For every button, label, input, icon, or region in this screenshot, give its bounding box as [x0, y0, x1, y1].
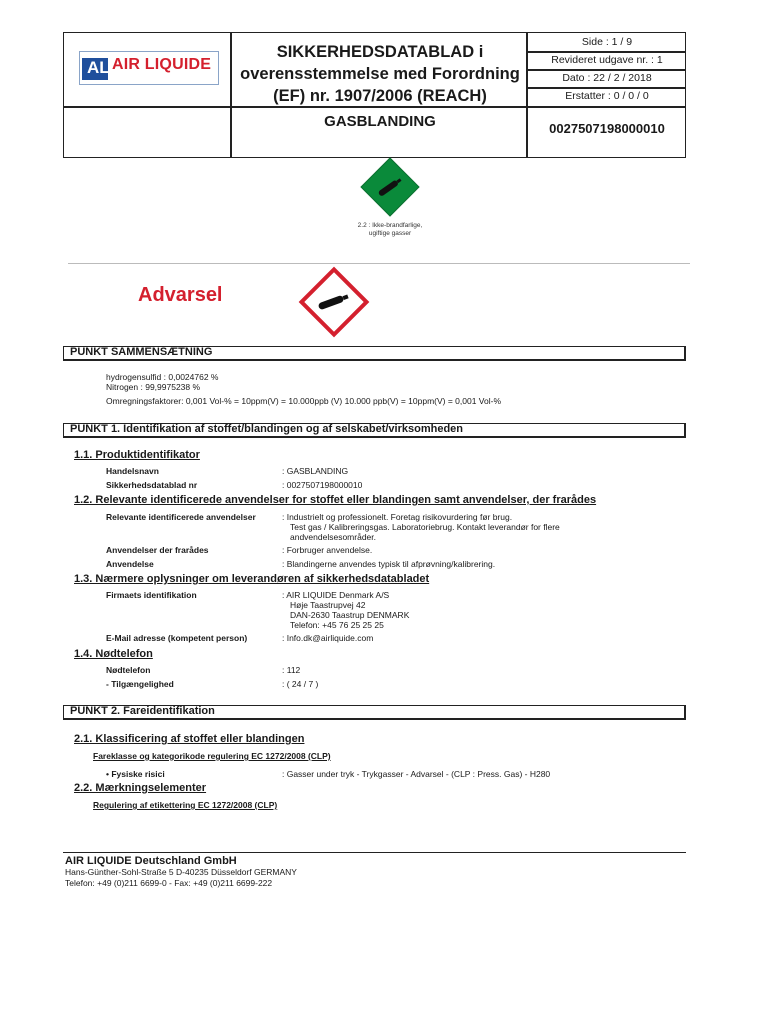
subheading-1-1: 1.1. Produktidentifikator	[74, 449, 200, 461]
field-value: : Blandingerne anvendes typisk til afprøvning/kalibrering.	[282, 559, 496, 569]
field-value: Test gas / Kalibreringsgas. Laboratoriebrug. Kontakt leverandør for flere	[290, 522, 560, 532]
field-value: : Industrielt og professionelt. Foretag risikovurdering før brug.	[282, 512, 513, 522]
company-logo	[79, 51, 219, 85]
field-value: : Gasser under tryk - Trykgasser - Advarsel - (CLP : Press. Gas) - H280	[282, 769, 551, 779]
field-label: E-Mail adresse (kompetent person)	[106, 633, 248, 643]
field-label: Nødtelefon	[106, 665, 151, 675]
component-line: Nitrogen : 99,9975238 %	[106, 382, 201, 392]
field-label: Anvendelse	[106, 559, 154, 569]
field-label: Firmaets identifikation	[106, 590, 197, 600]
field-value: Høje Taastrupvej 42	[290, 600, 366, 610]
field-value: : GASBLANDING	[282, 466, 349, 476]
document-date: Dato : 22 / 2 / 2018	[562, 72, 652, 84]
field-value: : 0027507198000010	[282, 480, 363, 490]
field-label: Anvendelser der frarådes	[106, 545, 209, 555]
field-label: Handelsnavn	[106, 466, 159, 476]
replaces-date: Erstatter : 0 / 0 / 0	[565, 90, 649, 102]
field-value: Telefon: +45 76 25 25 25	[290, 620, 384, 630]
subheading-1-4: 1.4. Nødtelefon	[74, 648, 153, 660]
field-value: : 112	[282, 665, 301, 675]
field-label: Sikkerhedsdatablad nr	[106, 480, 198, 490]
header-divider	[230, 33, 232, 157]
conversion-factors: Omregningsfaktorer: 0,001 Vol-% = 10ppm(V) = 10.000ppb (V) 10.000 ppb(V) = 10ppm(V) = 0,001 Vol-%	[106, 396, 502, 406]
signal-word: Advarsel	[138, 284, 223, 306]
footer-address: Hans-Günther-Sohl-Straße 5 D-40235 Düsseldorf GERMANY	[65, 867, 297, 877]
field-value: : Forbruger anvendelse.	[282, 545, 373, 555]
separator	[68, 263, 690, 264]
field-value: DAN-2630 Taastrup DENMARK	[290, 610, 410, 620]
logo-text: AIR LIQUIDE	[112, 56, 212, 73]
regulation-title: Regulering af etikettering EC 1272/2008 (CLP)	[93, 800, 278, 810]
footer-company: AIR LIQUIDE Deutschland GmbH	[65, 855, 237, 867]
gas-cylinder-icon	[304, 282, 364, 322]
product-code: 0027507198000010	[549, 121, 665, 136]
document-title: SIKKERHEDSDATABLAD i overensstemmelse med Forordning (EF) nr. 1907/2006 (REACH)	[240, 43, 520, 105]
product-name: GASBLANDING	[324, 113, 436, 130]
email-value: : Info.dk@airliquide.com	[282, 633, 374, 643]
subheading-1-2: 1.2. Relevante identificerede anvendelser for stoffet eller blandingen samt anvendelser, der frarådes	[74, 494, 597, 506]
field-value: : ( 24 / 7 )	[282, 679, 319, 689]
subheading-2-2: 2.2. Mærkningselementer	[74, 782, 207, 794]
footer-separator	[63, 852, 686, 853]
section-heading-2: PUNKT 2. Fareidentifikation	[63, 705, 686, 720]
field-label: - Tilgængelighed	[106, 679, 174, 689]
gas-cylinder-icon	[370, 167, 410, 207]
page-number: Side : 1 / 9	[581, 36, 633, 48]
header-divider	[526, 69, 685, 71]
header-divider	[526, 51, 685, 53]
header-box	[63, 32, 686, 158]
section-heading-1: PUNKT 1. Identifikation af stoffet/blandingen og af selskabet/virksomheden	[63, 423, 686, 438]
subheading-2-1: 2.1. Klassificering af stoffet eller blandingen	[74, 733, 305, 745]
revision-number: Revideret udgave nr. : 1	[551, 54, 663, 66]
section-heading-composition: PUNKT SAMMENSÆTNING	[63, 346, 686, 361]
air-liquide-logo-icon: AL	[82, 58, 108, 80]
regulation-title: Fareklasse og kategorikode regulering EC 1272/2008 (CLP)	[93, 751, 331, 761]
field-value: : AIR LIQUIDE Denmark A/S	[282, 590, 390, 600]
header-divider	[526, 87, 685, 89]
component-line: hydrogensulfid : 0,0024762 %	[106, 372, 219, 382]
pictogram-caption: 2.2 : Ikke-brandfarlige, ugiftige gasser	[357, 222, 423, 237]
subheading-1-3: 1.3. Nærmere oplysninger om leverandøren af sikkerhedsdatabladet	[74, 573, 430, 585]
field-label: Relevante identificerede anvendelser	[106, 512, 256, 522]
footer-phone: Telefon: +49 (0)211 6699-0 - Fax: +49 (0)211 6699-222	[65, 878, 273, 888]
field-value: andvendelsesområder.	[290, 532, 377, 542]
field-label: • Fysiske risici	[106, 769, 165, 779]
